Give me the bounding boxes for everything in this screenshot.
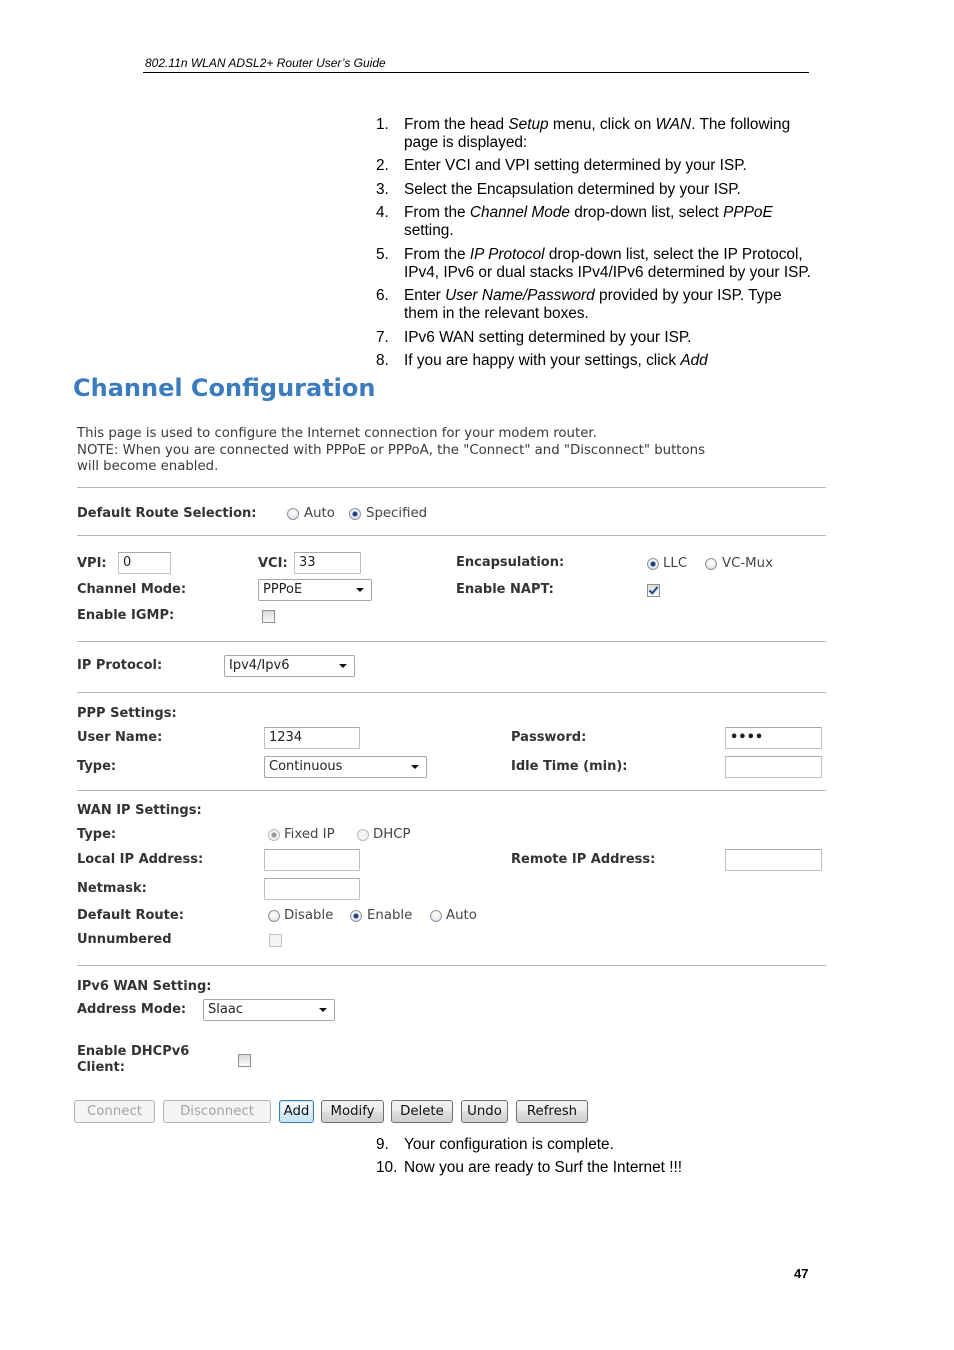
step-number: 9. [376,1136,389,1153]
ip-protocol-label: IP Protocol: [77,658,163,673]
ppp-type-value: Continuous [269,759,343,774]
vpi-label: VPI: [77,556,107,571]
description-line: This page is used to configure the Internet connection for your modem router. [77,426,597,441]
default-route-auto-label: Auto [304,506,335,521]
enable-dhcpv6-client-label [77,1044,189,1076]
vpi-input[interactable]: 0 [118,552,171,574]
step-text-segment: From the [404,204,470,221]
vci-label: VCI: [258,556,288,571]
local-ip-address-label: Local IP Address: [77,852,204,867]
default-route-disable-label: Disable [284,908,334,923]
step-emphasis: Setup [508,116,549,133]
step-number: 10. [376,1159,398,1176]
modify-button[interactable]: Modify [321,1100,384,1123]
step-emphasis: PPPoE [723,204,773,221]
default-route-enable-radio[interactable] [350,910,362,922]
step-text-segment: page is displayed: [404,134,528,151]
step-text-segment: IPv6 WAN setting determined by your ISP. [404,329,692,346]
step-text [404,1159,682,1177]
refresh-button[interactable]: Refresh [516,1100,588,1123]
step-text-segment: drop-down list, select the IP Protocol, [544,246,803,263]
vci-input[interactable]: 33 [294,552,361,574]
address-mode-select[interactable] [203,999,335,1021]
user-name-input[interactable]: 1234 [264,727,360,749]
ppp-settings-heading: PPP Settings: [77,706,177,721]
label-line: Client: [77,1060,125,1075]
section-divider [77,641,826,642]
default-route-specified-radio[interactable] [349,508,361,520]
channel-mode-value: PPPoE [263,582,303,597]
step-emphasis: WAN [655,116,692,133]
default-route-label: Default Route: [77,908,184,923]
step-text-segment: From the head [404,116,509,133]
section-divider [77,487,826,488]
step-emphasis: IP Protocol [469,246,545,263]
step-emphasis: Add [680,352,708,369]
ppp-type-label: Type: [77,759,117,774]
step-text-segment: Select the Encapsulation determined by your ISP. [404,181,741,198]
step-number: 6. [376,287,389,304]
default-route-enable-label: Enable [367,908,413,923]
encapsulation-llc-radio[interactable] [647,558,659,570]
disconnect-button[interactable]: Disconnect [163,1100,271,1123]
connect-button[interactable]: Connect [74,1100,155,1123]
channel-mode-label: Channel Mode: [77,582,187,597]
delete-button[interactable]: Delete [391,1100,453,1123]
enable-napt-checkbox[interactable] [647,584,660,597]
wan-ip-dhcp-label: DHCP [373,827,411,842]
password-input[interactable]: •••• [725,727,822,749]
local-ip-address-input[interactable] [264,849,360,871]
remote-ip-address-label: Remote IP Address: [511,852,656,867]
address-mode-value: Slaac [208,1002,243,1017]
idle-time-input[interactable] [725,756,822,778]
step-text-segment: IPv4, IPv6 or dual stacks IPv4/IPv6 determined by your ISP. [404,264,811,281]
enable-igmp-checkbox[interactable] [262,610,275,623]
step-text-segment: them in the relevant boxes. [404,305,589,322]
step-number: 8. [376,352,389,369]
page-description [77,426,705,476]
step-text [404,1136,614,1154]
enable-dhcpv6-client-checkbox[interactable] [238,1054,251,1067]
description-line: NOTE: When you are connected with PPPoE or PPPoA, the "Connect" and "Disconnect" buttons [77,442,706,458]
checkmark-icon [649,584,659,594]
ip-protocol-select[interactable] [224,655,355,677]
dropdown-arrow-icon [319,1008,327,1012]
default-route-auto-radio[interactable] [430,910,442,922]
step-emphasis: Channel Mode [469,204,570,221]
step-number: 1. [376,116,389,133]
wan-ip-dhcp-radio[interactable] [357,829,369,841]
channel-mode-select[interactable] [258,579,372,601]
ipv6-wan-setting-heading: IPv6 WAN Setting: [77,979,212,994]
section-divider [77,790,826,791]
step-text-segment: Your configuration is complete. [404,1136,614,1153]
idle-time-label: Idle Time (min): [511,759,628,774]
step-text-segment: . The following [691,116,791,133]
page-title: Channel Configuration [73,374,376,402]
step-text-segment: Enter VCI and VPI setting determined by your ISP. [404,157,747,174]
unnumbered-label: Unnumbered [77,932,172,947]
encapsulation-label: Encapsulation: [456,555,565,570]
step-text-segment: Now you are ready to Surf the Internet !!! [404,1159,683,1176]
netmask-input[interactable] [264,878,360,900]
password-label: Password: [511,730,587,745]
undo-button[interactable]: Undo [461,1100,508,1123]
wan-ip-fixed-ip-label: Fixed IP [284,827,335,842]
step-number: 3. [376,181,389,198]
step-text-segment: Enter [404,287,446,304]
remote-ip-address-input[interactable] [725,849,822,871]
ip-protocol-value: Ipv4/Ipv6 [229,658,290,673]
document-header-title: 802.11n WLAN ADSL2+ Router User’s Guide [145,56,386,70]
wan-ip-settings-heading: WAN IP Settings: [77,803,202,818]
step-number: 2. [376,157,389,174]
ppp-type-select[interactable] [264,756,427,778]
default-route-disable-radio[interactable] [268,910,280,922]
wan-ip-fixed-ip-radio[interactable] [268,829,280,841]
step-text-segment: setting. [404,222,454,239]
step-number: 7. [376,329,389,346]
step-number: 4. [376,204,389,221]
address-mode-label: Address Mode: [77,1002,187,1017]
default-route-auto-label: Auto [446,908,477,923]
section-divider [77,692,826,693]
section-divider [77,965,826,966]
step-text-segment: If you are happy with your settings, click [404,352,681,369]
default-route-auto-radio[interactable] [287,508,299,520]
unnumbered-checkbox[interactable] [269,934,282,947]
description-line: will become enabled. [77,459,219,474]
netmask-label: Netmask: [77,881,147,896]
enable-napt-label: Enable NAPT: [456,582,554,597]
dropdown-arrow-icon [339,664,347,668]
page-number: 47 [794,1266,809,1281]
encapsulation-vc-mux-radio[interactable] [705,558,717,570]
wan-ip-type-label: Type: [77,827,117,842]
user-name-label: User Name: [77,730,163,745]
step-text-segment: From the [404,246,470,263]
default-route-specified-label: Specified [366,506,428,521]
step-text-segment: menu, click on [548,116,656,133]
add-button[interactable]: Add [279,1100,314,1123]
step-text-segment: drop-down list, select [569,204,724,221]
dropdown-arrow-icon [411,765,419,769]
encapsulation-vc-mux-label: VC-Mux [722,556,773,571]
dropdown-arrow-icon [356,588,364,592]
step-number: 5. [376,246,389,263]
step-emphasis: User Name/Password [445,287,595,304]
section-divider [77,535,826,536]
step-text-segment: provided by your ISP. Type [594,287,782,304]
default-route-selection-label: Default Route Selection: [77,506,257,521]
enable-igmp-label: Enable IGMP: [77,608,175,623]
encapsulation-llc-label: LLC [663,556,688,571]
label-line: Enable DHCPv6 [77,1044,190,1059]
